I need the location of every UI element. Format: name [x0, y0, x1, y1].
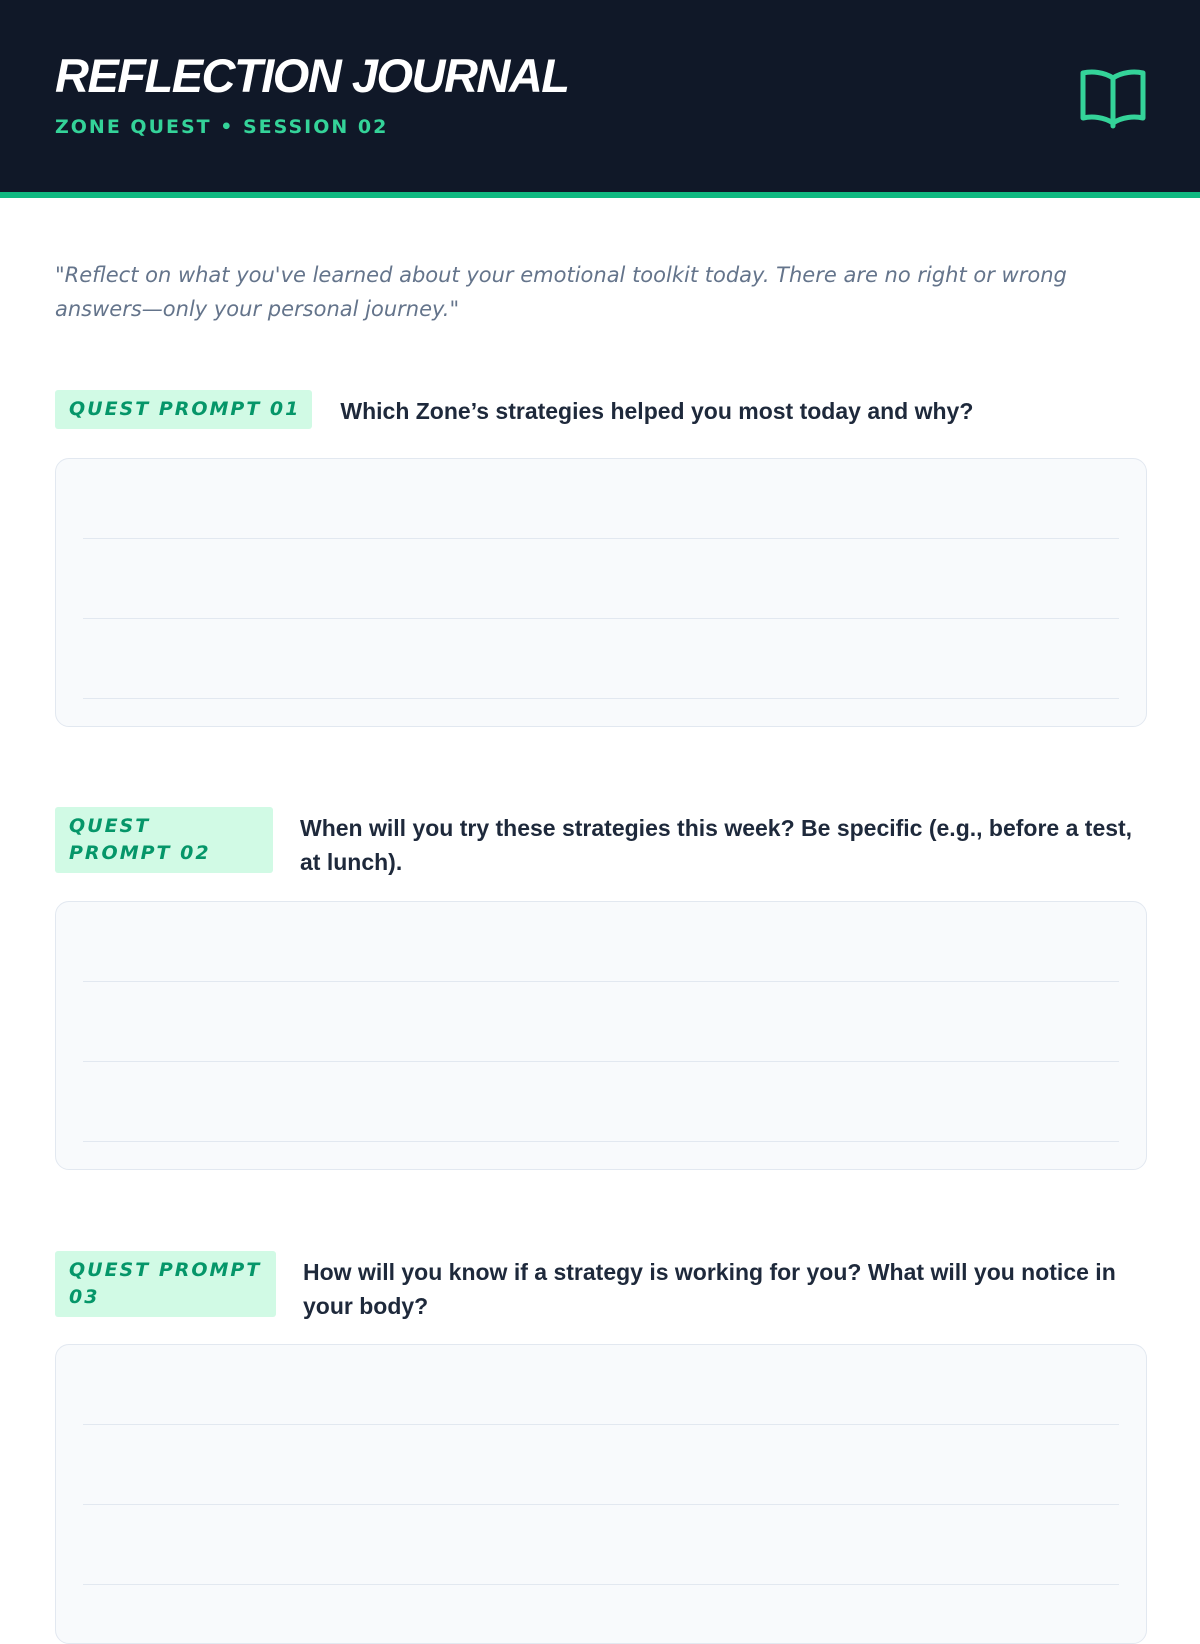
prompt-question: When will you try these strategies this week? Be specific (e.g., before a test, at lunch). [300, 815, 1133, 875]
prompt-badge: QUEST PROMPT 01 [55, 390, 312, 429]
open-book-icon [1080, 68, 1146, 130]
quest-prompt-01 [55, 390, 1147, 429]
writing-line [83, 981, 1119, 982]
intro-quote: "Reflect on what you've learned about your emotional toolkit today. There are no right or wrong answers—only your personal journey." [55, 263, 1067, 321]
quest-prompt-02 [55, 807, 1147, 879]
session-subtitle: ZONE QUEST • SESSION 02 [55, 116, 389, 138]
prompt-badge: QUEST PROMPT 03 [55, 1251, 276, 1317]
writing-line [83, 1141, 1119, 1142]
prompt-question: Which Zone’s strategies helped you most today and why? [340, 398, 974, 424]
writing-line [83, 1424, 1119, 1425]
answer-box-02[interactable] [55, 901, 1147, 1170]
writing-line [83, 1504, 1119, 1505]
writing-line [83, 618, 1119, 619]
page-header [0, 0, 1200, 198]
writing-line [83, 1061, 1119, 1062]
writing-line [83, 538, 1119, 539]
answer-box-01[interactable] [55, 458, 1147, 727]
page-title: REFLECTION JOURNAL [55, 49, 569, 102]
prompt-badge: QUEST PROMPT 02 [55, 807, 273, 873]
writing-line [83, 1584, 1119, 1585]
prompt-question: How will you know if a strategy is working for you? What will you notice in your body? [303, 1259, 1116, 1319]
quest-prompt-03 [55, 1251, 1147, 1323]
answer-box-03[interactable] [55, 1344, 1147, 1644]
writing-line [83, 698, 1119, 699]
